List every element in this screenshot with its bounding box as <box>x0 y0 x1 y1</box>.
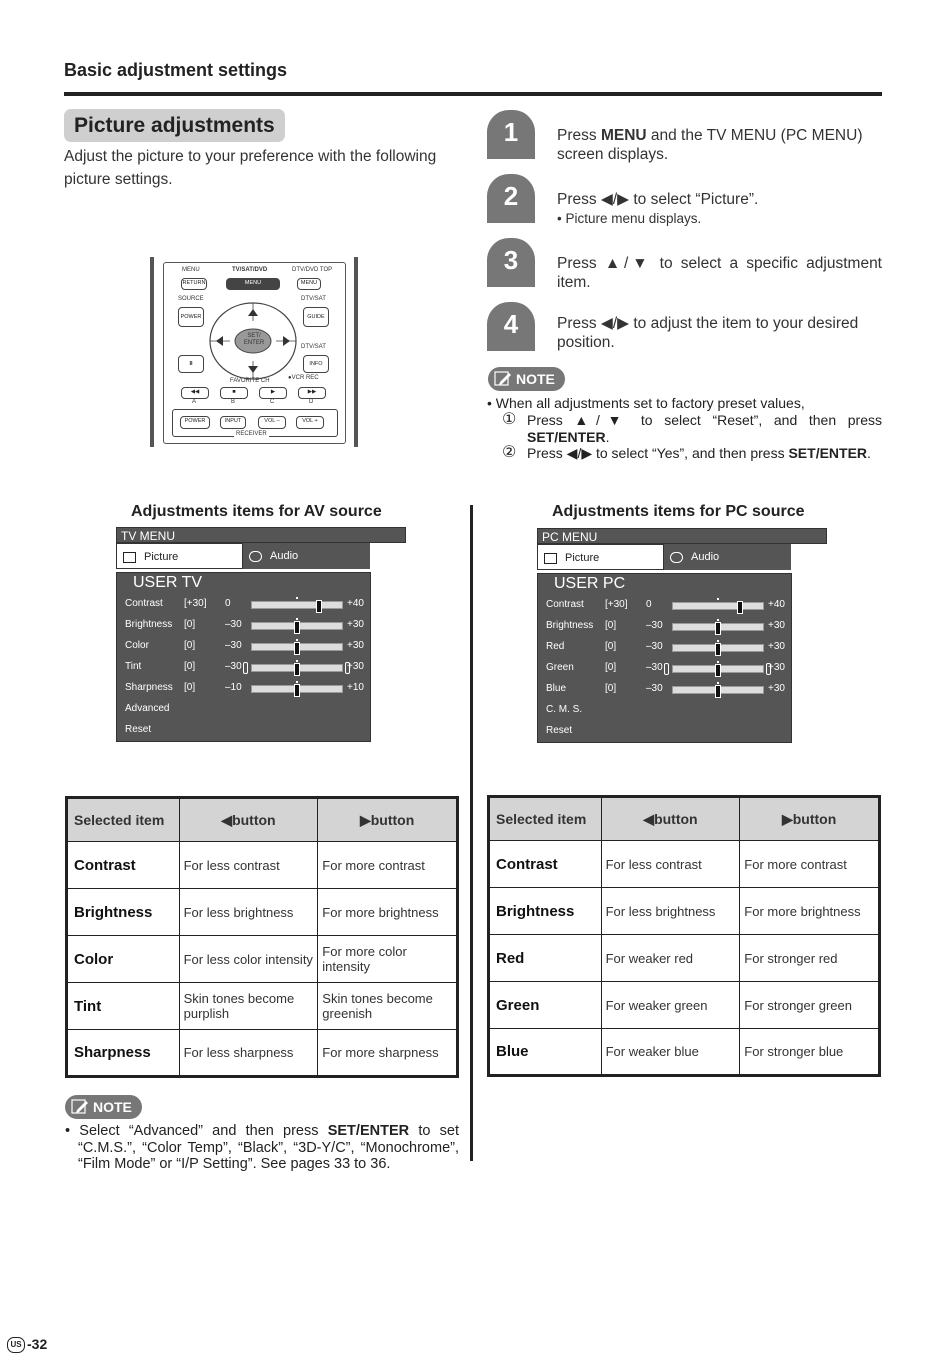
av-menu-header: TV MENU <box>116 527 406 543</box>
setting-label: Contrast <box>546 599 584 610</box>
table-left-cell: For weaker red <box>601 935 740 982</box>
center-mark <box>296 618 298 620</box>
setting-slider[interactable] <box>672 665 764 673</box>
table-left-cell: For less contrast <box>179 842 318 889</box>
setting-label: Brightness <box>125 619 173 630</box>
note-label-top: NOTE <box>516 371 555 387</box>
setting-min: 0 <box>646 599 652 610</box>
setting-value: [+30] <box>605 599 628 610</box>
slider-knob[interactable] <box>715 643 721 656</box>
table-left-cell: For weaker green <box>601 982 740 1029</box>
info-button[interactable]: INFO <box>303 355 329 373</box>
setting-max: +30 <box>347 640 364 651</box>
setting-min: –30 <box>646 662 663 673</box>
setting-min: –30 <box>225 640 242 651</box>
range-marker <box>766 663 771 675</box>
setting-label: Reset <box>125 724 152 735</box>
setting-value: [+30] <box>184 598 207 609</box>
table-row <box>489 1029 880 1076</box>
setting-value: [0] <box>605 641 617 652</box>
setting-slider[interactable] <box>251 664 343 672</box>
pc-panel-name: USER PC <box>554 575 626 592</box>
note-badge-bottom <box>65 1095 142 1119</box>
table-right-cell: For stronger blue <box>740 1029 880 1076</box>
table-item-cell: Sharpness <box>67 1030 180 1077</box>
setting-row[interactable] <box>546 618 786 634</box>
av-panel-name: USER TV <box>133 574 203 591</box>
setting-label: Reset <box>546 725 573 736</box>
guide-button[interactable]: GUIDE <box>303 307 329 327</box>
remote-label-vcr: ●VCR REC <box>288 375 319 381</box>
pc-menu-title: Adjustments items for PC source <box>552 503 805 520</box>
setting-value: [0] <box>184 640 196 651</box>
table-row <box>67 936 458 983</box>
setting-row[interactable] <box>125 596 365 612</box>
pc-tab-audio[interactable] <box>664 544 791 570</box>
stop-button[interactable]: ■ <box>220 387 248 399</box>
center-mark <box>296 597 298 599</box>
center-mark <box>717 598 719 600</box>
rewind-button[interactable]: ◀◀ <box>181 387 209 399</box>
step-2-text: Press ◀/▶ to select “Picture”. • Picture menu displays. <box>557 190 882 228</box>
power-button[interactable]: POWER <box>178 307 204 327</box>
volume-down-button[interactable]: VOL – <box>258 416 286 429</box>
setting-row[interactable] <box>546 660 786 676</box>
setting-row[interactable] <box>125 659 365 675</box>
range-marker <box>243 662 248 674</box>
pencil-icon <box>494 370 512 388</box>
slider-knob[interactable] <box>715 622 721 635</box>
note-badge-top <box>488 367 565 391</box>
remote-label-dtvtop: DTV/DVD TOP <box>292 267 333 273</box>
note-top-bullet: • When all adjustments set to factory preset values, <box>487 395 805 411</box>
av-header-right-button: ▶button <box>318 798 458 842</box>
setting-max: +40 <box>768 599 785 610</box>
note-top-num-2: ② <box>502 444 517 461</box>
step-4-text: Press ◀/▶ to adjust the item to your desired position. <box>557 315 859 351</box>
step-4-badge: 4 <box>487 302 535 351</box>
table-item-cell: Brightness <box>67 889 180 936</box>
setting-label: Sharpness <box>125 682 173 693</box>
pc-menu-header: PC MENU <box>537 528 827 544</box>
setting-row[interactable] <box>125 701 365 717</box>
setting-label: C. M. S. <box>546 704 583 715</box>
av-tab-audio-label: Audio <box>270 550 299 562</box>
table-item-cell: Contrast <box>489 841 602 888</box>
setting-min: –30 <box>646 683 663 694</box>
table-right-cell: For stronger red <box>740 935 880 982</box>
remote-label-receiver: RECEIVER <box>236 431 267 437</box>
step-2-badge: 2 <box>487 174 535 223</box>
return-button[interactable]: RETURN <box>181 278 207 290</box>
slider-knob[interactable] <box>294 621 300 634</box>
remote-label-c: C <box>270 399 275 405</box>
setting-min: 0 <box>225 598 231 609</box>
setting-max: +30 <box>768 620 785 631</box>
table-row <box>489 841 880 888</box>
setting-label: Blue <box>546 683 567 694</box>
setting-slider[interactable] <box>672 686 764 694</box>
setting-value: [0] <box>184 661 196 672</box>
setting-min: –30 <box>646 641 663 652</box>
pc-header-item: Selected item <box>489 797 602 841</box>
slider-knob[interactable] <box>294 684 300 697</box>
range-marker <box>345 662 350 674</box>
input-button[interactable]: INPUT <box>220 416 246 429</box>
table-row <box>489 982 880 1029</box>
setting-min: –30 <box>225 661 242 672</box>
slider-knob[interactable] <box>715 664 721 677</box>
setting-label: Contrast <box>125 598 163 609</box>
step-1-text: Press MENU and the TV MENU (PC MENU) screen displays. <box>557 127 863 163</box>
av-menu-title: Adjustments items for AV source <box>131 503 382 520</box>
note-top-sub-1: Press ▲/▼ to select “Reset”, and then press SET/ENTER. <box>527 412 882 445</box>
remote-label-d: D <box>309 399 314 405</box>
setting-slider[interactable] <box>251 622 343 630</box>
setting-row[interactable] <box>125 722 365 738</box>
table-right-cell: For more contrast <box>318 842 458 889</box>
slider-knob[interactable] <box>294 663 300 676</box>
setting-value: [0] <box>184 619 196 630</box>
remote-label-dtvsat-2: DTV/SAT <box>301 344 326 350</box>
remote-label-menu: MENU <box>182 267 200 273</box>
slider-knob[interactable] <box>737 601 743 614</box>
pencil-icon <box>71 1098 89 1116</box>
table-right-cell: For more sharpness <box>318 1030 458 1077</box>
table-left-cell: For less sharpness <box>179 1030 318 1077</box>
menu-button[interactable]: MENU <box>226 278 280 290</box>
table-left-cell: For less brightness <box>601 888 740 935</box>
setting-slider[interactable] <box>251 643 343 651</box>
remote-edge-right <box>354 257 358 447</box>
setting-max: +30 <box>347 619 364 630</box>
setting-value: [0] <box>605 662 617 673</box>
setting-label: Brightness <box>546 620 594 631</box>
table-item-cell: Color <box>67 936 180 983</box>
setting-slider[interactable] <box>672 602 764 610</box>
setting-max: +30 <box>768 641 785 652</box>
setting-label: Advanced <box>125 703 170 714</box>
table-row <box>67 889 458 936</box>
setting-max: +30 <box>347 661 364 672</box>
pause-button[interactable]: II <box>178 355 204 373</box>
setting-label: Red <box>546 641 565 652</box>
menu-right-button[interactable]: MENU <box>297 278 321 290</box>
play-button[interactable]: ▶ <box>259 387 287 399</box>
center-mark <box>717 640 719 642</box>
step-3-badge: 3 <box>487 238 535 287</box>
note-label-bottom: NOTE <box>93 1099 132 1115</box>
table-item-cell: Brightness <box>489 888 602 935</box>
table-row <box>67 842 458 889</box>
header-rule <box>64 92 882 96</box>
setting-max: +30 <box>768 683 785 694</box>
remote-illustration <box>150 257 358 447</box>
table-right-cell: For more contrast <box>740 841 880 888</box>
setting-label: Green <box>546 662 574 673</box>
center-mark <box>296 660 298 662</box>
table-left-cell: For less brightness <box>179 889 318 936</box>
region-badge: US <box>7 1337 25 1353</box>
remote-label-source: SOURCE <box>178 296 204 302</box>
table-right-cell: For stronger green <box>740 982 880 1029</box>
av-header-item: Selected item <box>67 798 180 842</box>
pc-header-left-button: ◀button <box>601 797 740 841</box>
slider-knob[interactable] <box>316 600 322 613</box>
note-top-num-1: ① <box>502 411 517 428</box>
setting-max: +30 <box>768 662 785 673</box>
setting-row[interactable] <box>125 638 365 654</box>
receiver-power-button[interactable]: POWER <box>180 416 210 429</box>
slider-knob[interactable] <box>294 642 300 655</box>
table-item-cell: Blue <box>489 1029 602 1076</box>
av-tab-picture-label: Picture <box>144 551 179 563</box>
remote-label-favorite: FAVORITE CH <box>230 378 270 384</box>
table-right-cell: For more brightness <box>740 888 880 935</box>
table-row <box>67 1030 458 1077</box>
table-left-cell: For less color intensity <box>179 936 318 983</box>
speaker-icon <box>670 552 683 563</box>
note-top-sub-2: Press ◀/▶ to select “Yes”, and then press SET/ENTER. <box>527 445 871 461</box>
pc-settings-panel <box>537 573 792 743</box>
set-enter-button[interactable]: SET/ ENTER <box>243 333 265 346</box>
pc-tab-picture-label: Picture <box>565 552 600 564</box>
table-row <box>67 983 458 1030</box>
setting-max: +40 <box>347 598 364 609</box>
av-tab-picture[interactable] <box>116 543 243 569</box>
step-1-badge: 1 <box>487 110 535 159</box>
table-row <box>489 888 880 935</box>
pc-header-right-button: ▶button <box>740 797 880 841</box>
table-item-cell: Green <box>489 982 602 1029</box>
av-tab-audio[interactable] <box>243 543 370 569</box>
setting-slider[interactable] <box>672 644 764 652</box>
remote-label-b: B <box>231 399 236 405</box>
setting-row[interactable] <box>546 702 786 718</box>
setting-max: +10 <box>347 682 364 693</box>
remote-label-tvsat: TV/SAT/DVD <box>232 267 268 273</box>
remote-edge-left <box>150 257 154 447</box>
intro-text: Adjust the picture to your preference with the following picture settings. <box>64 148 437 188</box>
pc-adjustment-table <box>487 795 881 1077</box>
setting-row[interactable] <box>125 617 365 633</box>
page-heading: Picture adjustments <box>64 109 285 142</box>
column-divider <box>470 505 473 1161</box>
pc-tab-picture[interactable] <box>537 544 664 570</box>
table-right-cell: For more color intensity <box>318 936 458 983</box>
setting-min: –30 <box>646 620 663 631</box>
setting-label: Tint <box>125 661 142 672</box>
table-right-cell: For more brightness <box>318 889 458 936</box>
setting-row[interactable] <box>546 597 786 613</box>
slider-knob[interactable] <box>715 685 721 698</box>
step-2-subtext: • Picture menu displays. <box>557 211 702 226</box>
av-header-left-button: ◀button <box>179 798 318 842</box>
setting-row[interactable] <box>546 723 786 739</box>
av-adjustment-table <box>65 796 459 1078</box>
pc-tab-audio-label: Audio <box>691 551 720 563</box>
table-left-cell: Skin tones become purplish <box>179 983 318 1030</box>
setting-row[interactable] <box>546 639 786 655</box>
table-row <box>489 935 880 982</box>
center-mark <box>717 619 719 621</box>
fast-forward-button[interactable]: ▶▶ <box>298 387 326 399</box>
setting-value: [0] <box>184 682 196 693</box>
table-item-cell: Red <box>489 935 602 982</box>
center-mark <box>717 661 719 663</box>
step-3-text: Press ▲/▼ to select a specific adjustment item. <box>557 255 882 291</box>
section-title: Basic adjustment settings <box>64 60 288 80</box>
table-left-cell: For weaker blue <box>601 1029 740 1076</box>
picture-icon <box>544 553 557 564</box>
table-item-cell: Contrast <box>67 842 180 889</box>
setting-slider[interactable] <box>251 685 343 693</box>
page-number-text: -32 <box>27 1336 48 1352</box>
setting-slider[interactable] <box>672 623 764 631</box>
center-mark <box>296 639 298 641</box>
setting-value: [0] <box>605 683 617 694</box>
setting-value: [0] <box>605 620 617 631</box>
remote-label-dtvsat: DTV/SAT <box>301 296 326 302</box>
note-bottom-text: • Select “Advanced” and then press SET/ENTER to set “C.M.S.”, “Color Temp”, “Black”, “3D-Y/C”, “Monochrome”, “Film Mode” or “I/P Setting”. See pages 33 to 36. <box>65 1123 459 1172</box>
volume-up-button[interactable]: VOL + <box>296 416 324 429</box>
remote-label-a: A <box>192 399 197 405</box>
table-right-cell: Skin tones become greenish <box>318 983 458 1030</box>
setting-slider[interactable] <box>251 601 343 609</box>
setting-row[interactable] <box>546 681 786 697</box>
center-mark <box>296 681 298 683</box>
table-item-cell: Tint <box>67 983 180 1030</box>
center-mark <box>717 682 719 684</box>
setting-min: –30 <box>225 619 242 630</box>
setting-label: Color <box>125 640 149 651</box>
page-number <box>7 1336 47 1353</box>
picture-icon <box>123 552 136 563</box>
setting-min: –10 <box>225 682 242 693</box>
setting-row[interactable] <box>125 680 365 696</box>
range-marker <box>664 663 669 675</box>
remote-body <box>163 262 346 444</box>
table-left-cell: For less contrast <box>601 841 740 888</box>
speaker-icon <box>249 551 262 562</box>
av-settings-panel <box>116 572 371 742</box>
